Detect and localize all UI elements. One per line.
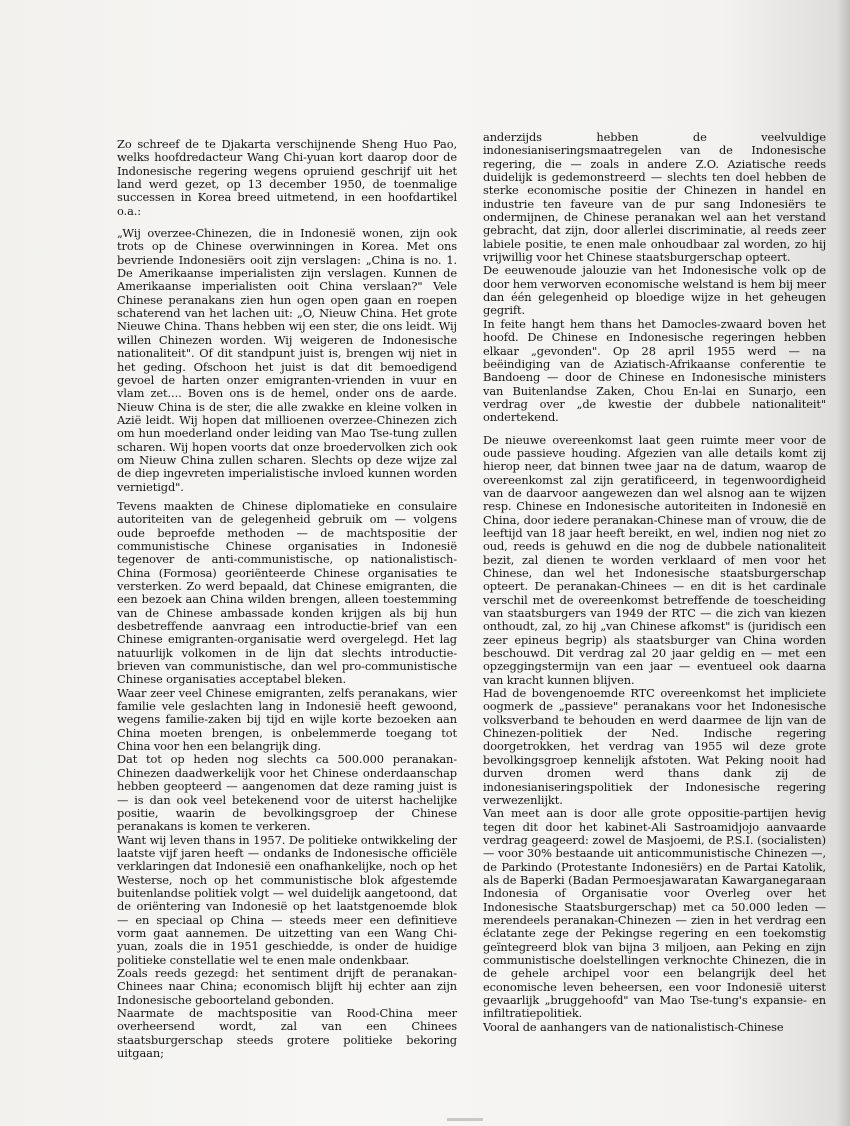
scan-shadow-edge — [836, 0, 850, 1126]
paragraph-rtc: Had de bovengenoemde RTC overeenkomst het impliciete oogmerk de „passieve" peranakans voor het Indonesische volksverband te behouden en werd daarmee de lijn van de Chinezen-politiek der Ned. Indische regering doorgetrokken, het verdrag van 1955 wil deze grote bevolkingsgroep kennelijk afstoten. Wat Peking nooit had durven dromen werd thans dank zij de indonesianiseringspolitiek der Indonesische regering verwezenlijkt. — [483, 686, 826, 807]
paragraph-quotation: „Wij overzee-Chinezen, die in Indonesië wonen, zijn ook trots op de Chinese overwinningen in Korea. Met ons bevriende Indonesiërs ooit zijn verslagen: „China is no. 1. De Amerikaanse imperialisten zijn verslagen. Kunnen de Amerikaanse imperialisten ooit China verslaan?" Vele Chinese peranakans zien hun ogen open gaan en roepen schaterend van het lachen uit: „O, Nieuw China. Het grote Nieuwe China. Thans hebben wij een ster, die ons leidt. Wij willen Chinezen worden. Wij weigeren de Indonesische nationaliteit". Of dit standpunt juist is, brengen wij niet in het geding. Ofschoon het juist is dat dit bemoedigend gevoel de harten onzer emigranten-vrienden in vuur en vlam zet.... Boven ons is de hemel, onder ons de aarde. Nieuw China is de ster, die alle zwakke en kleine volken in Azië leidt. Wij hopen dat millioenen overzee-Chinezen zich om hun moederland onder leiding van Mao Tse-tung zullen scharen. Wij hopen voorts dat onze broedervolken zich ook om Nieuw China zullen scharen. Slechts op deze wijze zal de diep ingevreten imperialistische invloed kunnen worden vernietigd". — [117, 226, 457, 494]
paragraph-intro: Zo schreef de te Djakarta verschijnende Sheng Huo Pao, welks hoofdredacteur Wang Chi-yuan kort daarop door de Indonesische regering wegens opruiend geschrijf uit het land werd gezet, op 13 december 1950, de toenmalige successen in Korea breed uitmetend, in een hoofdartikel o.a.: — [117, 137, 457, 218]
paragraph-500000: Dat tot op heden nog slechts ca 500.000 peranakan-Chinezen daadwerkelijk voor het Chinese onderdaanschap hebben geopteerd — aangenomen dat deze raming juist is — is dan ook veel betekenend voor de uiterst hachelijke positie, waarin de bevolkingsgroep der Chinese peranakans is komen te verkeren. — [117, 752, 457, 834]
footer-mark — [447, 1118, 483, 1121]
paragraph-sentiment: Zoals reeds gezegd: het sentiment drijft de peranakan-Chinees naar China; economisch blijft hij echter aan zijn Indonesische geboorteland gebonden. — [117, 965, 457, 1007]
paragraph-oppositie: Van meet aan is door alle grote oppositie-partijen hevig tegen dit door het kabinet-Ali Sastroamidjojo aanvaarde verdrag geageerd: zowel de Masjoemi, de P.S.I. (socialisten) — voor 30% bestaande uit anticommunistische Chinezen —, de Parkindo (Protestante Indonesiërs) en de Partai Katolik, als de Baperki (Badan Permoesjawaratan Kawarganegaraan Indonesia of Organisatie voor Overleg over het Indonesische Staatsburgerschap) met ca 50.000 leden — merendeels peranakan-Chinezen — zien in het verdrag een éclatante zege der Pekingse regering en een toekomstig geïntegreerd blok van bijna 3 miljoen, aan Peking en zijn communistische doelstellingen verknochte Chinezen, die in de gehele archipel voor een belangrijk deel het economische leven beheersen, een voor Indonesië uiterst gevaarlijk „bruggehoofd" van Mao Tse-tung's expansie- en infiltratiepolitiek. — [483, 806, 826, 1021]
paragraph-jalouzie: De eeuwenoude jalouzie van het Indonesische volk op de door hem verworven economische welstand is hem bij meer dan één gelegenheid op bloedige wijze in het geheugen gegrift. — [483, 263, 826, 318]
paragraph-emigrants: Waar zeer veel Chinese emigranten, zelfs peranakans, wier familie vele geslachten lang in Indonesië heeft gewoond, wegens familie-zaken bij tijd en wijle korte bezoeken aan China moeten brengen, is onbelemmerde toegang tot China voor hen een belangrijk ding. — [117, 685, 457, 754]
paragraph-indonesianisering: anderzijds hebben de veelvuldige indonesianiseringsmaatregelen van de Indonesische regering, die — zoals in andere Z.O. Aziatische reeds duidelijk is gedemonstreerd — slechts ten doel hebben de sterke economische positie der Chinezen in handel en industrie ten faveure van de pur sang Indonesiërs te ondermijnen, de Chinese peranakan wel aan het verstand gebracht, dat zijn, door allerlei discriminatie, al reeds zeer labiele positie, te enen male onhoudbaar zal worden, zo hij vrijwillig voor het Chinese staatsburgerschap opteert. — [483, 130, 826, 265]
paragraph-1957: Want wij leven thans in 1957. De politieke ontwikkeling der laatste vijf jaren heeft — ondanks de Indonesische officiële verklaringen dat Indonesië een onafhankelijke, noch op het Westerse, noch op het communistische blok afgestemde buitenlandse politiek volgt — wel duidelijk aangetoond, dat de oriëntering van Indonesië op het laatstgenoemde blok — en speciaal op China — steeds meer een definitieve vorm gaat aannemen. De uitzetting van een Wang Chi-yuan, zoals die in 1951 geschiedde, is onder de huidige politieke constellatie wel te enen male ondenkbaar. — [117, 832, 457, 967]
left-text-column — [117, 138, 457, 1060]
paragraph-overeenkomst: De nieuwe overeenkomst laat geen ruimte meer voor de oude passieve houding. Afgezien van alle details komt zij hierop neer, dat binnen twee jaar na de datum, waarop de overeenkomst zal zijn geratificeerd, in tegenwoordigheid van de daarvoor aangewezen dan wel alsnog aan te wijzen resp. Chinese en Indonesische autoriteiten in Indonesië en China, door iedere peranakan-Chinese man of vrouw, die de leeftijd van 18 jaar heeft bereikt, en wel, indien nog niet zo oud, reeds is gehuwd en die nog de dubbele nationaliteit bezit, zal dienen te worden verklaard of men voor het Chinese, dan wel het Indonesische staatsburgerschap opteert. De peranakan-Chinees — en dit is het cardinale verschil met de overeenkomst betreffende de toescheiding van staatsburgers van 1949 der RTC — die zich van kiezen onthoudt, zal, zo hij „van Chinese afkomst" is (juridisch een zeer epineus begrip) als staatsburger van China worden beschouwd. Dit verdrag zal 20 jaar geldig en — met een opzeggingstermijn van een jaar — eventueel ook daarna van kracht kunnen blijven. — [483, 432, 826, 687]
paragraph-aanhangers: Vooral de aanhangers van de nationalistisch-Chinese — [483, 1019, 784, 1034]
paragraph-machtspositie: Naarmate de machtspositie van Rood-China meer overheersend wordt, zal van een Chinees staatsburgerschap steeds grotere politieke bekoring uitgaan; — [117, 1006, 457, 1061]
right-text-column — [483, 131, 826, 1034]
paragraph-diplomatic: Tevens maakten de Chinese diplomatieke en consulaire autoriteiten van de gelegenheid gebruik om — volgens oude beproefde methoden — de machtspositie der communistische Chinese organisaties in Indonesië tegenover de anti-communistische, op nationalistisch-China (Formosa) georiënteerde Chinese organisaties te versterken. Zo werd bepaald, dat Chinese emigranten, die een bezoek aan China wilden brengen, alleen toestemming van de Chinese ambassade konden krijgen als bij hun desbetreffende aanvraag een introductie-brief van een Chinese emigranten-organisatie werd overgelegd. Het lag natuurlijk volkomen in de lijn dat slechts introductie-brieven van communistische, dan wel pro-communistische Chinese organisaties acceptabel bleken. — [117, 498, 457, 687]
paragraph-damocles: In feite hangt hem thans het Damocles-zwaard boven het hoofd. De Chinese en Indonesische regeringen hebben elkaar „gevonden". Op 28 april 1955 werd — na beëindiging van de Aziatisch-Afrikaanse conferentie te Bandoeng — door de Chinese en Indonesische ministers van Buitenlandse Zaken, Chou En-lai en Sunarjo, een verdrag over „de kwestie der dubbele nationaliteit" ondertekend. — [483, 316, 826, 425]
